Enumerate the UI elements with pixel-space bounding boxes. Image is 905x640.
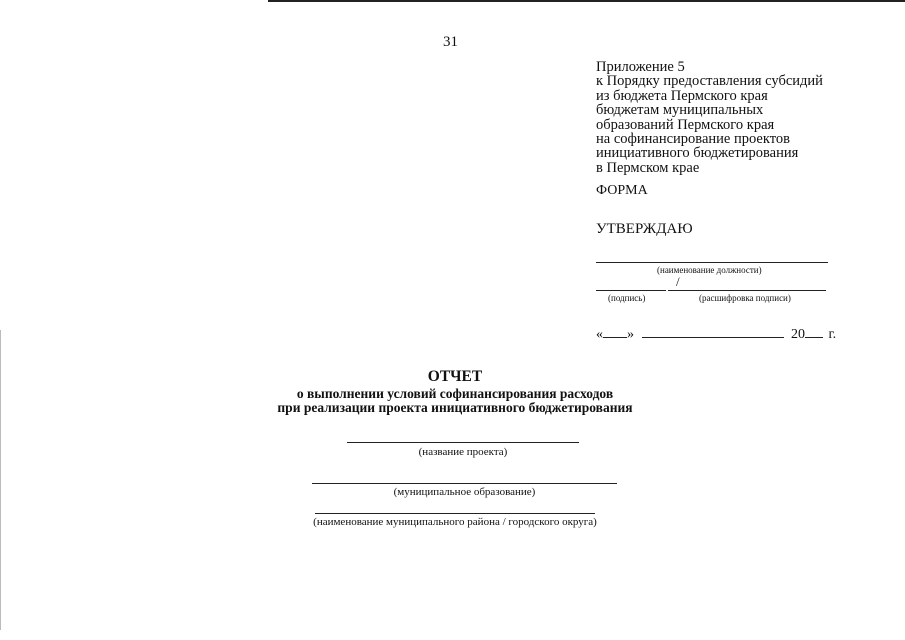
project-name-line bbox=[347, 442, 579, 443]
day-blank bbox=[603, 325, 627, 338]
left-edge-line bbox=[0, 330, 1, 630]
appendix-line: в Пермском крае bbox=[596, 159, 700, 176]
form-label: ФОРМА bbox=[596, 183, 648, 198]
appendix-line: Приложение 5 bbox=[596, 59, 685, 75]
signature-caption: (подпись) bbox=[608, 293, 646, 303]
position-caption: (наименование должности) bbox=[657, 265, 762, 275]
approve-heading: УТВЕРЖДАЮ bbox=[596, 221, 693, 237]
district-caption: (наименование муниципального района / городского округа) bbox=[313, 516, 597, 528]
year-suffix: г. bbox=[828, 327, 837, 342]
project-name-caption: (название проекта) bbox=[418, 446, 508, 458]
municipality-line bbox=[312, 483, 617, 484]
year-blank bbox=[805, 325, 823, 338]
report-subtitle-line1: о выполнении условий софинансирования расходов bbox=[296, 386, 614, 401]
date-line bbox=[596, 325, 836, 343]
month-blank bbox=[642, 325, 784, 338]
report-title: ОТЧЕТ bbox=[427, 368, 483, 385]
date-open-quote: « bbox=[596, 327, 603, 342]
appendix-line: на софинансирование проектов bbox=[596, 131, 790, 148]
signature-line bbox=[596, 290, 666, 291]
signature-slash: / bbox=[676, 274, 680, 289]
appendix-line: образований Пермского края bbox=[596, 116, 775, 133]
appendix-line: инициативного бюджетирования bbox=[596, 145, 799, 162]
decoding-caption: (расшифровка подписи) bbox=[699, 293, 791, 303]
top-border-line bbox=[268, 0, 905, 2]
position-line bbox=[596, 262, 828, 263]
appendix-block bbox=[596, 60, 896, 175]
year-prefix: 20 bbox=[791, 327, 805, 342]
district-line bbox=[315, 513, 595, 514]
municipality-caption: (муниципальное образование) bbox=[393, 486, 536, 498]
appendix-line: бюджетам муниципальных bbox=[596, 102, 764, 119]
page-number: 31 bbox=[443, 34, 458, 50]
appendix-line: к Порядку предоставления субсидий bbox=[596, 73, 823, 90]
report-subtitle-line2: при реализации проекта инициативного бюджетирования bbox=[277, 400, 633, 415]
appendix-line: из бюджета Пермского края bbox=[596, 87, 768, 104]
decoding-line bbox=[668, 290, 826, 291]
date-close-quote: » bbox=[627, 327, 634, 342]
